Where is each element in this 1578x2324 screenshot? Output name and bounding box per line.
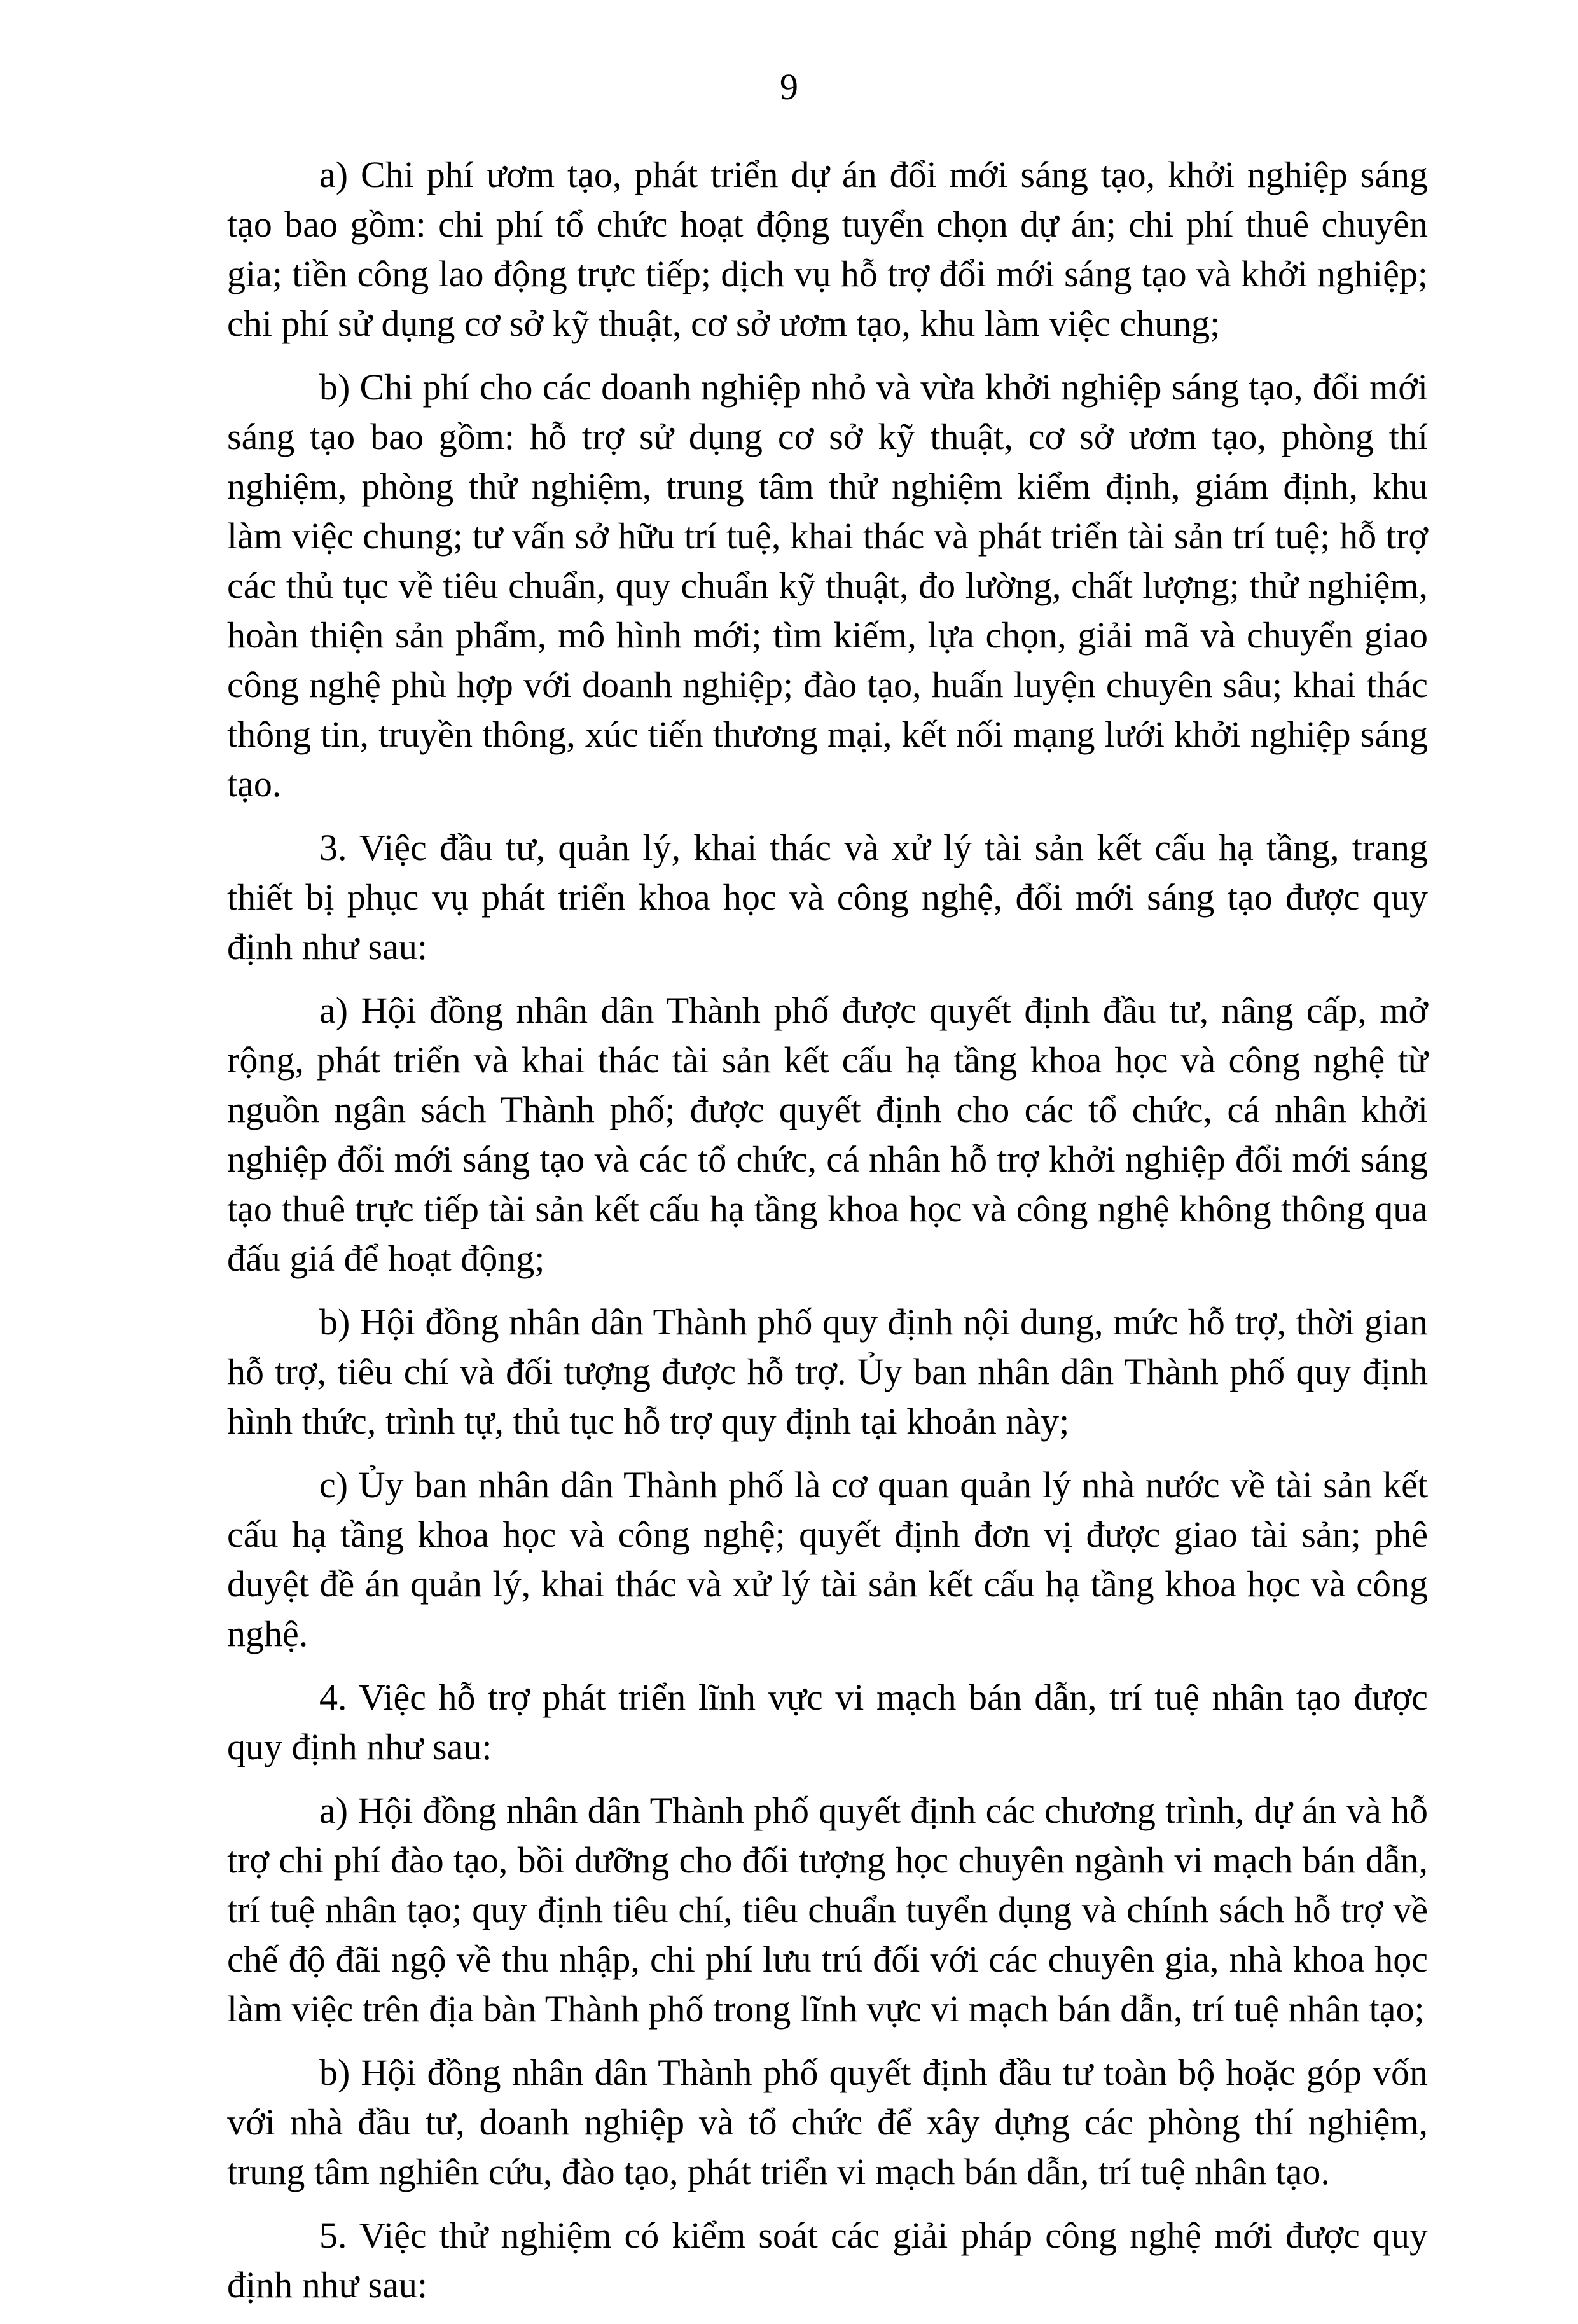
paragraph-3c: c) Ủy ban nhân dân Thành phố là cơ quan quản lý nhà nước về tài sản kết cấu hạ tầng khoa học và công nghệ; quyết định đơn vị được giao tài sản; phê duyệt đề án quản lý, khai thác và xử lý tài sản kết cấu hạ tầng khoa học và công nghệ.	[227, 1464, 1428, 1654]
paragraph-2b-sme-costs: b) Chi phí cho các doanh nghiệp nhỏ và vừa khởi nghiệp sáng tạo, đổi mới sáng tạo bao gồm: hỗ trợ sử dụng cơ sở kỹ thuật, cơ sở ươm tạo, phòng thí nghiệm, phòng thử nghiệm, trung tâm thử nghiệm kiểm định, giám định, khu làm việc chung; tư vấn sở hữu trí tuệ, khai thác và phát triển tài sản trí tuệ; hỗ trợ các thủ tục về tiêu chuẩn, quy chuẩn kỹ thuật, đo lường, chất lượng; thử nghiệm, hoàn thiện sản phẩm, mô hình mới; tìm kiếm, lựa chọn, giải mã và chuyển giao công nghệ phù hợp với doanh nghiệp; đào tạo, huấn luyện chuyên sâu; khai thác thông tin, truyền thông, xúc tiến thương mại, kết nối mạng lưới khởi nghiệp sáng tạo.	[227, 366, 1428, 805]
paragraph-4a: a) Hội đồng nhân dân Thành phố quyết định các chương trình, dự án và hỗ trợ chi phí đào tạo, bồi dưỡng cho đối tượng học chuyên ngành vi mạch bán dẫn, trí tuệ nhân tạo; quy định tiêu chí, tiêu chuẩn tuyển dụng và chính sách hỗ trợ về chế độ đãi ngộ về thu nhập, chi phí lưu trú đối với các chuyên gia, nhà khoa học làm việc trên địa bàn Thành phố trong lĩnh vực vi mạch bán dẫn, trí tuệ nhân tạo;	[227, 1790, 1428, 2030]
page-number: 9	[780, 66, 798, 107]
paragraph-3-infrastructure: 3. Việc đầu tư, quản lý, khai thác và xử lý tài sản kết cấu hạ tầng, trang thiết bị phục vụ phát triển khoa học và công nghệ, đổi mới sáng tạo được quy định như sau:	[227, 827, 1428, 967]
paragraph-2a-incubation-costs: a) Chi phí ươm tạo, phát triển dự án đổi mới sáng tạo, khởi nghiệp sáng tạo bao gồm: chi phí tổ chức hoạt động tuyển chọn dự án; chi phí thuê chuyên gia; tiền công lao động trực tiếp; dịch vụ hỗ trợ đổi mới sáng tạo và khởi nghiệp; chi phí sử dụng cơ sở kỹ thuật, cơ sở ươm tạo, khu làm việc chung;	[227, 154, 1428, 344]
paragraph-5-sandbox: 5. Việc thử nghiệm có kiểm soát các giải pháp công nghệ mới được quy định như sau:	[227, 2215, 1428, 2306]
document-body	[227, 150, 1428, 2324]
paragraph-4b: b) Hội đồng nhân dân Thành phố quyết định đầu tư toàn bộ hoặc góp vốn với nhà đầu tư, doanh nghiệp và tổ chức để xây dựng các phòng thí nghiệm, trung tâm nghiên cứu, đào tạo, phát triển vi mạch bán dẫn, trí tuệ nhân tạo.	[227, 2052, 1428, 2192]
paragraph-3a: a) Hội đồng nhân dân Thành phố được quyết định đầu tư, nâng cấp, mở rộng, phát triển và khai thác tài sản kết cấu hạ tầng khoa học và công nghệ từ nguồn ngân sách Thành phố; được quyết định cho các tổ chức, cá nhân khởi nghiệp đổi mới sáng tạo và các tổ chức, cá nhân hỗ trợ khởi nghiệp đổi mới sáng tạo thuê trực tiếp tài sản kết cấu hạ tầng khoa học và công nghệ không thông qua đấu giá để hoạt động;	[227, 990, 1428, 1279]
paragraph-4-semiconductor-ai: 4. Việc hỗ trợ phát triển lĩnh vực vi mạch bán dẫn, trí tuệ nhân tạo được quy định như sau:	[227, 1677, 1428, 1767]
paragraph-3b: b) Hội đồng nhân dân Thành phố quy định nội dung, mức hỗ trợ, thời gian hỗ trợ, tiêu chí và đối tượng được hỗ trợ. Ủy ban nhân dân Thành phố quy định hình thức, trình tự, thủ tục hỗ trợ quy định tại khoản này;	[227, 1301, 1428, 1442]
